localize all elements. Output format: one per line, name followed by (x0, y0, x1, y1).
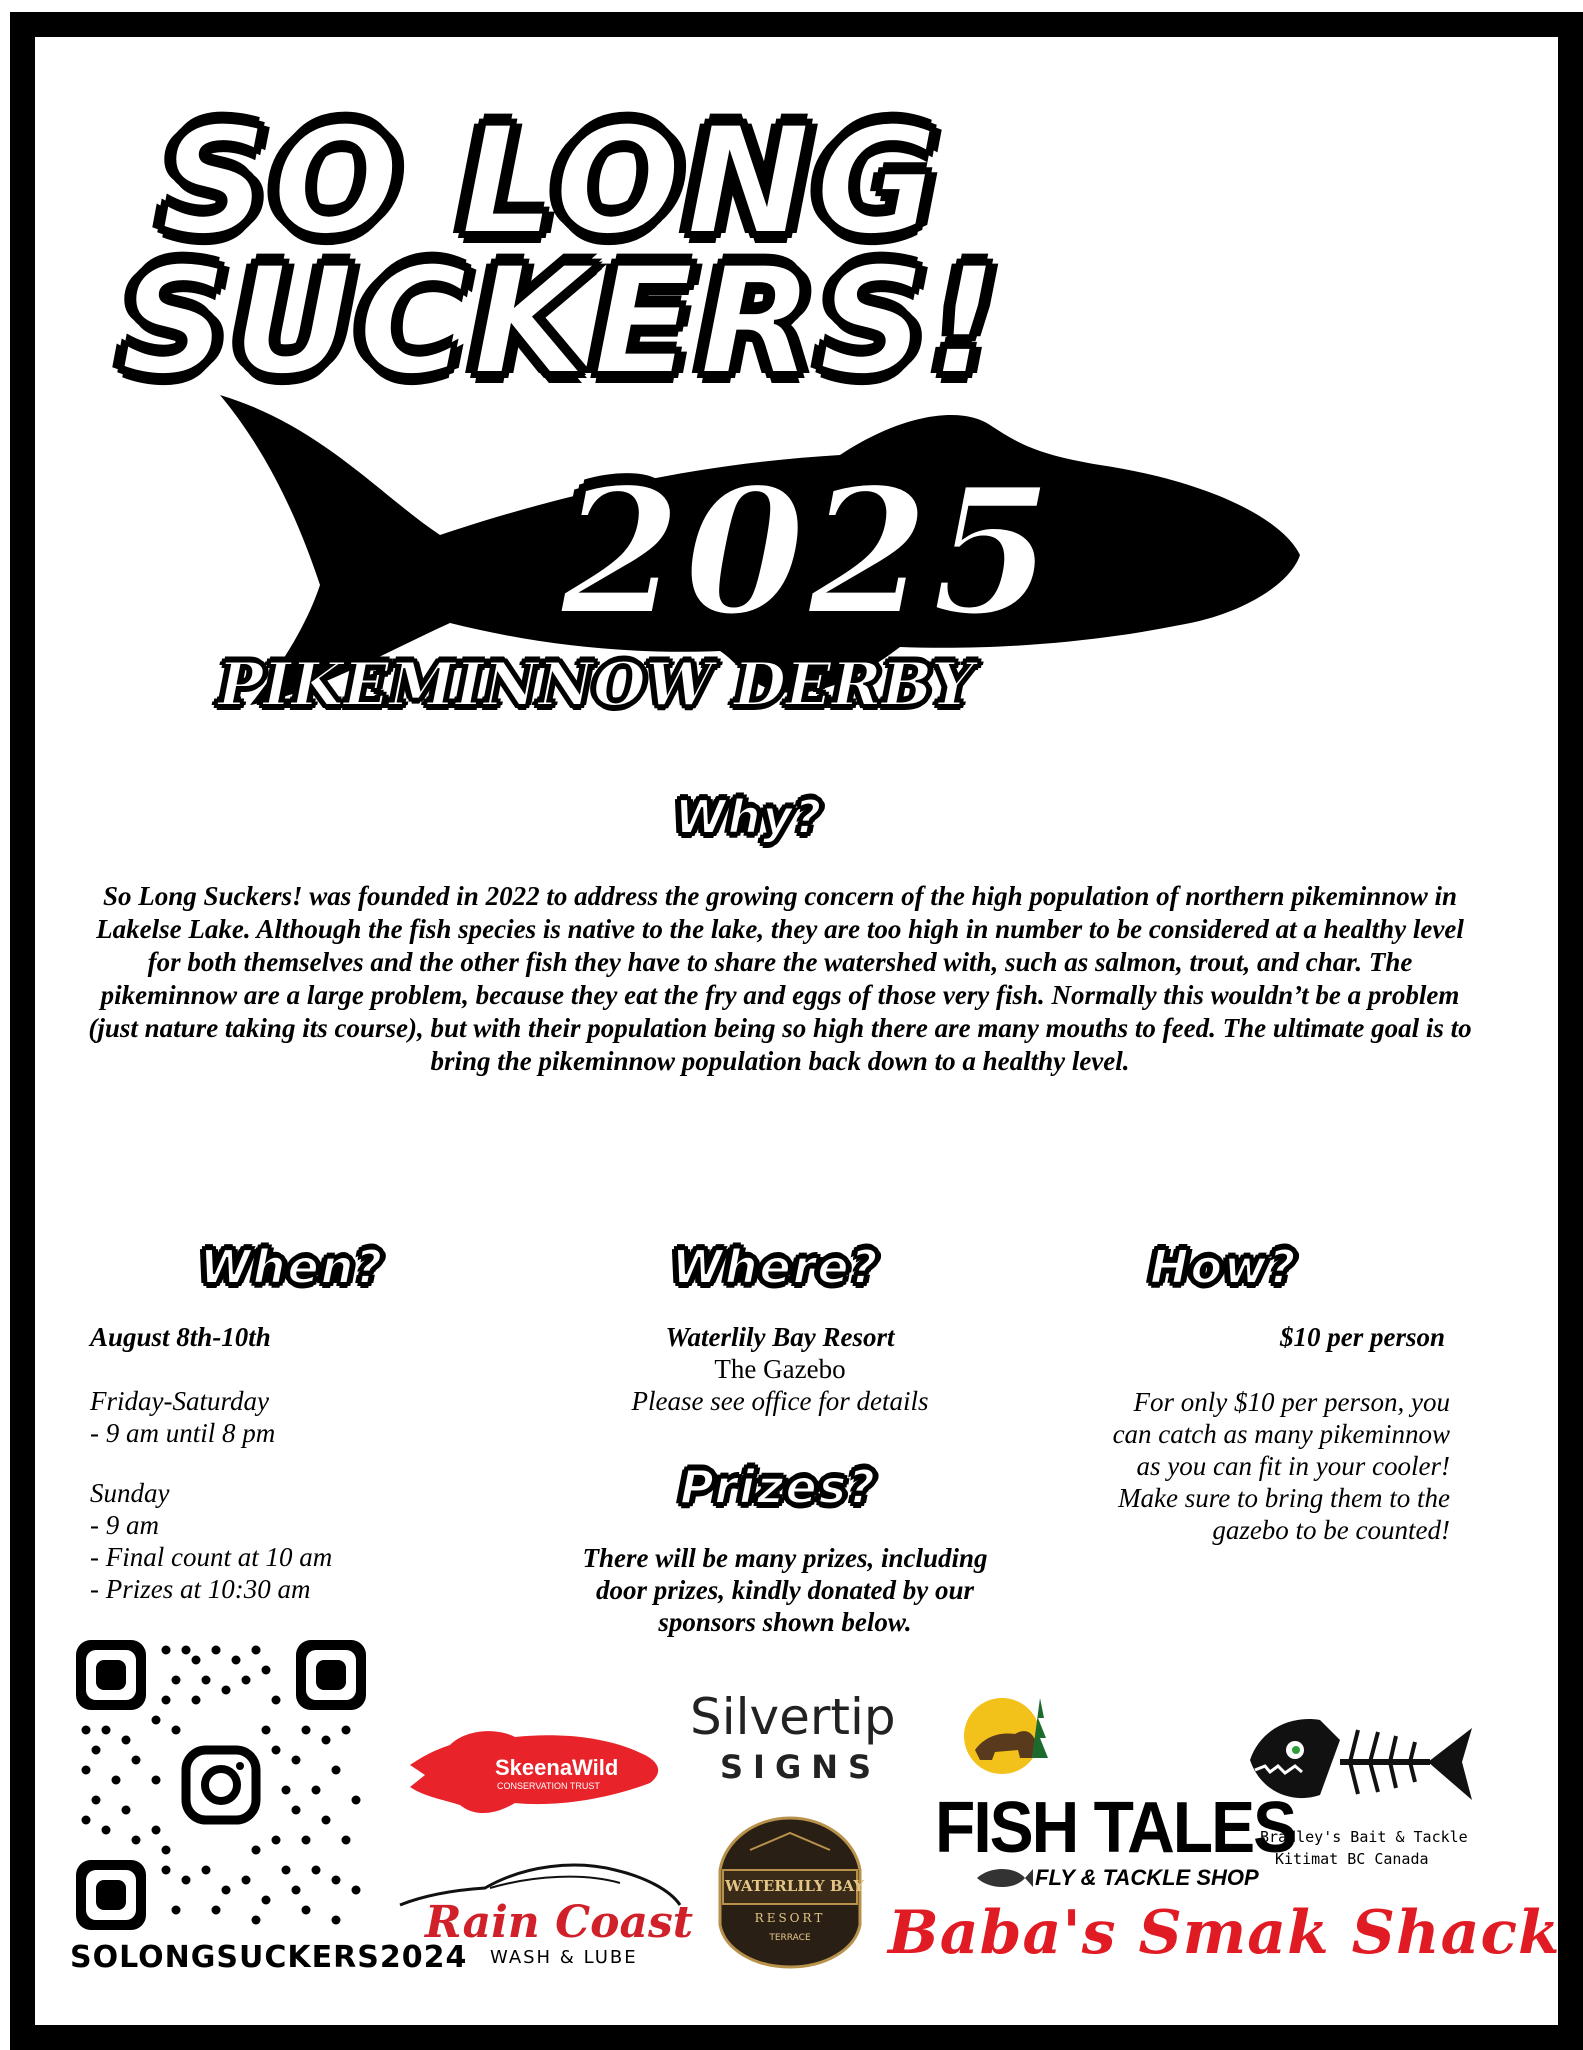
skeenawild-name: SkeenaWild (495, 1755, 619, 1780)
waterlily-sub: RESORT (754, 1911, 826, 1925)
where-note: Please see office for details (631, 1386, 929, 1416)
where-spot: The Gazebo (714, 1354, 846, 1384)
when-weekday-label: Friday-Saturday (90, 1386, 269, 1416)
how-body: For only $10 per person, you can catch as many pikeminnow as you can fit in your cooler! Make sure to bring them to the gazebo to be counted! (1112, 1387, 1450, 1545)
babas-logo: Baba's Smak Shack (888, 1898, 1561, 1968)
waterlily-logo (715, 1815, 865, 1970)
silvertip-sub: SIGNS (720, 1748, 882, 1786)
bear-moon-icon (960, 1688, 1060, 1788)
fishtales-sub: FLY & TACKLE SHOP (1035, 1865, 1259, 1890)
when-sunday-start: - 9 am (90, 1510, 159, 1540)
instagram-handle[interactable]: SOLONGSUCKERS2024 (70, 1940, 468, 1975)
fish-icon (975, 1863, 1035, 1893)
when-sunday-label: Sunday (90, 1478, 170, 1508)
fishtales-name: FISH TALES (935, 1786, 1296, 1868)
title-line-2: SUCKERS! (120, 235, 1003, 409)
how-price: $10 per person (1279, 1322, 1445, 1352)
qr-code[interactable] (76, 1640, 366, 1930)
prizes-heading: Prizes? (680, 1460, 877, 1514)
waterlily-location: TERRACE (769, 1933, 811, 1943)
silvertip-logo (690, 1688, 1070, 1798)
skeenawild-logo (405, 1725, 665, 1820)
why-body: So Long Suckers! was founded in 2022 to address the growing concern of the high population of northern pikeminnow in Lakelse Lake. Although the fish species is native to the lake, they are too high in number to be considered at a healthy level for both themselves and the other fish they have to share the watershed with, such as salmon, trout, and char. The pikeminnow are a large problem, because they eat the fry and eggs of those very fish. Normally this wouldn’t be a problem (just nature taking its course), but with their population being so high there are many mouths to feed. The ultimate goal is to bring the pikeminnow population back down to a healthy level. (88, 881, 1472, 1076)
qr-pattern (76, 1640, 366, 1930)
title-line-1: SO LONG (160, 95, 943, 269)
why-heading: Why? (675, 790, 824, 844)
when-dates: August 8th-10th (90, 1322, 271, 1352)
raincoast-name: Rain Coast (425, 1897, 694, 1948)
silvertip-name: Silvertip (690, 1688, 896, 1746)
where-venue: Waterlily Bay Resort (665, 1322, 895, 1352)
when-weekday-hours: - 9 am until 8 pm (90, 1418, 276, 1448)
prizes-body: There will be many prizes, including door prizes, kindly donated by our sponsors shown below. (582, 1543, 988, 1637)
when-heading: When? (200, 1240, 385, 1294)
bradleys-line2: Kitimat BC Canada (1275, 1850, 1429, 1868)
title-year: 2025 (560, 450, 1056, 655)
where-heading: Where? (672, 1240, 880, 1294)
title-subtitle: PIKEMINNOW DERBY (218, 650, 974, 720)
raincoast-logo (395, 1855, 694, 1968)
when-prizes-time: - Prizes at 10:30 am (90, 1574, 311, 1604)
how-heading: How? (1150, 1240, 1298, 1294)
waterlily-name: WATERLILY BAY (725, 1877, 865, 1895)
raincoast-sub: WASH & LUBE (490, 1947, 638, 1968)
fishtales-logo (935, 1785, 1296, 1895)
bradleys-line1: Bradley's Bait & Tackle (1260, 1828, 1468, 1846)
skeenawild-sub: CONSERVATION TRUST (497, 1781, 600, 1791)
when-final-count: - Final count at 10 am (90, 1542, 333, 1572)
